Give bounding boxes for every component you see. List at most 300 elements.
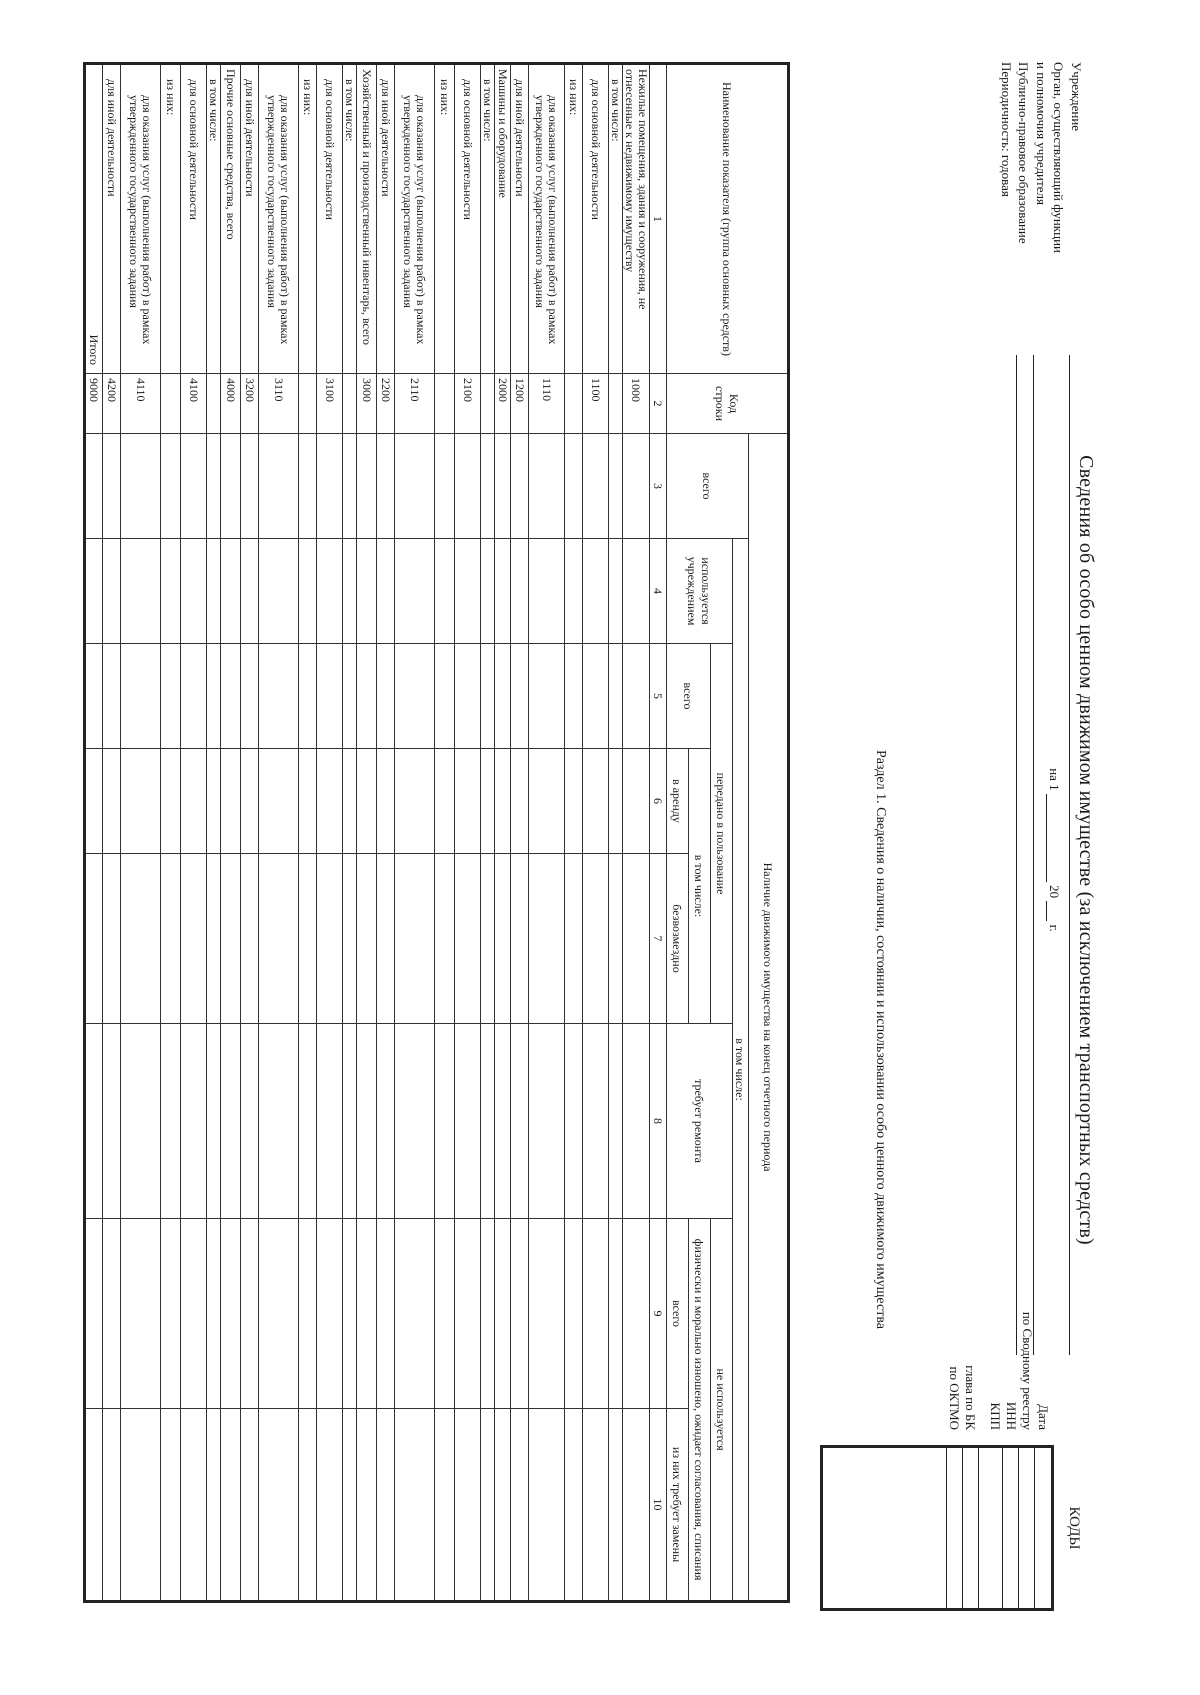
value-cell[interactable] xyxy=(299,434,317,539)
row-code xyxy=(343,374,357,434)
year-prefix: 20 xyxy=(1047,885,1062,899)
value-cell[interactable] xyxy=(343,749,357,854)
row-code: 3000 xyxy=(357,374,377,434)
row-code: 3100 xyxy=(317,374,343,434)
value-cell[interactable] xyxy=(609,749,623,854)
value-cell[interactable] xyxy=(583,854,609,1024)
value-cell[interactable] xyxy=(103,854,121,1024)
value-cell[interactable] xyxy=(623,644,650,749)
periodicity-label: Периодичность: годовая xyxy=(999,62,1014,197)
value-cell[interactable] xyxy=(259,539,299,644)
value-cell[interactable] xyxy=(259,1024,299,1219)
value-cell[interactable] xyxy=(103,1409,121,1602)
value-cell[interactable] xyxy=(207,434,221,539)
value-cell[interactable] xyxy=(181,749,207,854)
value-cell[interactable] xyxy=(343,644,357,749)
value-cell[interactable] xyxy=(343,1219,357,1409)
row-name: для основной деятельности xyxy=(181,64,207,374)
value-cell[interactable] xyxy=(221,434,241,539)
value-cell[interactable] xyxy=(121,539,161,644)
value-cell[interactable] xyxy=(435,1409,455,1602)
value-cell[interactable] xyxy=(495,1024,511,1219)
column-number: 6 xyxy=(650,749,667,854)
value-cell[interactable] xyxy=(317,539,343,644)
value-cell[interactable] xyxy=(85,749,103,854)
value-cell[interactable] xyxy=(121,434,161,539)
table-row xyxy=(259,64,299,1602)
value-cell[interactable] xyxy=(357,1024,377,1219)
code-cell-kpp[interactable] xyxy=(1002,1448,1003,1608)
value-cell[interactable] xyxy=(317,854,343,1024)
value-cell[interactable] xyxy=(299,1024,317,1219)
value-cell[interactable] xyxy=(103,539,121,644)
column-number: 7 xyxy=(650,854,667,1024)
value-cell[interactable] xyxy=(343,854,357,1024)
value-cell[interactable] xyxy=(455,1409,481,1602)
value-cell[interactable] xyxy=(317,434,343,539)
row-code: 1200 xyxy=(511,374,529,434)
value-cell[interactable] xyxy=(85,539,103,644)
value-cell[interactable] xyxy=(377,854,395,1024)
value-cell[interactable] xyxy=(495,434,511,539)
value-cell[interactable] xyxy=(121,749,161,854)
code-cell-inn[interactable] xyxy=(1018,1448,1019,1608)
value-cell[interactable] xyxy=(583,749,609,854)
value-cell[interactable] xyxy=(181,434,207,539)
value-cell[interactable] xyxy=(377,434,395,539)
col-header-worn-out: физически и морально изношено, ожидает согласования, списания xyxy=(689,1219,711,1602)
table-row xyxy=(529,64,565,1602)
row-name: Прочие основные средства, всего xyxy=(221,64,241,374)
value-cell[interactable] xyxy=(299,539,317,644)
code-cell-budget[interactable] xyxy=(978,1448,979,1608)
row-name: для оказания услуг (выполнения работ) в рамках утвержденного государственного задания xyxy=(259,64,299,374)
col-header-transferred-including: в том числе: xyxy=(689,749,711,1024)
value-cell[interactable] xyxy=(583,1219,609,1409)
value-cell[interactable] xyxy=(565,539,583,644)
value-cell[interactable] xyxy=(85,1219,103,1409)
column-number: 5 xyxy=(650,644,667,749)
value-cell[interactable] xyxy=(511,644,529,749)
value-cell[interactable] xyxy=(395,644,435,749)
value-cell[interactable] xyxy=(241,749,259,854)
column-number: 8 xyxy=(650,1024,667,1219)
value-cell[interactable] xyxy=(529,1219,565,1409)
value-cell[interactable] xyxy=(207,1219,221,1409)
value-cell[interactable] xyxy=(455,539,481,644)
value-cell[interactable] xyxy=(529,749,565,854)
value-cell[interactable] xyxy=(317,644,343,749)
value-cell[interactable] xyxy=(241,434,259,539)
value-cell[interactable] xyxy=(241,1024,259,1219)
year-suffix: г. xyxy=(1047,924,1062,932)
value-cell[interactable] xyxy=(85,1024,103,1219)
row-code: 2000 xyxy=(495,374,511,434)
table-row xyxy=(623,64,650,1602)
value-cell[interactable] xyxy=(609,434,623,539)
value-cell[interactable] xyxy=(299,1409,317,1602)
value-cell[interactable] xyxy=(435,539,455,644)
table-row xyxy=(181,64,207,1602)
column-number: 4 xyxy=(650,539,667,644)
value-cell[interactable] xyxy=(181,1219,207,1409)
value-cell[interactable] xyxy=(435,1219,455,1409)
col-header-free-use: безвозмездно xyxy=(667,854,689,1024)
value-cell[interactable] xyxy=(103,1219,121,1409)
value-cell[interactable] xyxy=(565,1219,583,1409)
column-number: 9 xyxy=(650,1219,667,1409)
value-cell[interactable] xyxy=(565,749,583,854)
value-cell[interactable] xyxy=(511,539,529,644)
row-name: из них: xyxy=(161,64,181,374)
value-cell[interactable] xyxy=(583,1409,609,1602)
value-cell[interactable] xyxy=(565,434,583,539)
row-code: 3200 xyxy=(241,374,259,434)
value-cell[interactable] xyxy=(377,1024,395,1219)
founder-label-line2: и полномочия учредителя xyxy=(1034,62,1049,205)
table-row xyxy=(121,64,161,1602)
value-cell[interactable] xyxy=(207,644,221,749)
col-header-name: Наименование показателя (группа основных средств) xyxy=(667,64,789,374)
value-cell[interactable] xyxy=(435,434,455,539)
value-cell[interactable] xyxy=(161,1409,181,1602)
value-cell[interactable] xyxy=(395,1409,435,1602)
value-cell[interactable] xyxy=(623,1024,650,1219)
row-code xyxy=(207,374,221,434)
table-row xyxy=(343,64,357,1602)
institution-label: Учреждение xyxy=(1069,62,1084,132)
column-number: 2 xyxy=(650,374,667,434)
value-cell[interactable] xyxy=(207,1024,221,1219)
value-cell[interactable] xyxy=(565,1409,583,1602)
table-row xyxy=(221,64,241,1602)
row-code xyxy=(565,374,583,434)
date-prefix: на 1 xyxy=(1047,768,1062,791)
col-header-worn-total: всего xyxy=(667,1219,689,1409)
value-cell[interactable] xyxy=(161,1219,181,1409)
value-cell[interactable] xyxy=(221,1024,241,1219)
row-name: для основной деятельности xyxy=(317,64,343,374)
document-title: Сведения об особо ценном движимом имуществе (за исключением транспортных средств) xyxy=(1075,455,1097,1245)
value-cell[interactable] xyxy=(529,434,565,539)
value-cell[interactable] xyxy=(395,434,435,539)
value-cell[interactable] xyxy=(161,854,181,1024)
value-cell[interactable] xyxy=(455,1219,481,1409)
value-cell[interactable] xyxy=(481,539,495,644)
value-cell[interactable] xyxy=(259,644,299,749)
value-cell[interactable] xyxy=(583,434,609,539)
value-cell[interactable] xyxy=(259,854,299,1024)
value-cell[interactable] xyxy=(495,539,511,644)
value-cell[interactable] xyxy=(343,434,357,539)
value-cell[interactable] xyxy=(511,854,529,1024)
value-cell[interactable] xyxy=(317,1409,343,1602)
row-code: 1110 xyxy=(529,374,565,434)
table-row xyxy=(85,64,103,1602)
col-header-including: в том числе: xyxy=(733,539,749,1602)
row-code xyxy=(435,374,455,434)
value-cell[interactable] xyxy=(377,1219,395,1409)
value-cell[interactable] xyxy=(121,1024,161,1219)
value-cell[interactable] xyxy=(241,539,259,644)
code-cell-oktmo[interactable] xyxy=(962,1448,963,1608)
value-cell[interactable] xyxy=(481,1409,495,1602)
value-cell[interactable] xyxy=(511,749,529,854)
value-cell[interactable] xyxy=(455,854,481,1024)
row-code xyxy=(609,374,623,434)
value-cell[interactable] xyxy=(395,749,435,854)
value-cell[interactable] xyxy=(181,644,207,749)
value-cell[interactable] xyxy=(529,1409,565,1602)
value-cell[interactable] xyxy=(207,539,221,644)
value-cell[interactable] xyxy=(455,644,481,749)
value-cell[interactable] xyxy=(241,854,259,1024)
value-cell[interactable] xyxy=(481,1219,495,1409)
value-cell[interactable] xyxy=(221,854,241,1024)
value-cell[interactable] xyxy=(299,1219,317,1409)
value-cell[interactable] xyxy=(565,854,583,1024)
value-cell[interactable] xyxy=(395,1024,435,1219)
value-cell[interactable] xyxy=(103,1024,121,1219)
row-name: Хозяйственный и производственный инвентарь, всего xyxy=(357,64,377,374)
value-cell[interactable] xyxy=(207,1409,221,1602)
value-cell[interactable] xyxy=(357,539,377,644)
value-cell[interactable] xyxy=(623,749,650,854)
value-cell[interactable] xyxy=(395,854,435,1024)
value-cell[interactable] xyxy=(221,1219,241,1409)
column-number-row xyxy=(650,64,667,1602)
code-cell-extra[interactable] xyxy=(946,1448,947,1608)
value-cell[interactable] xyxy=(435,854,455,1024)
table-row xyxy=(565,64,583,1602)
row-code: 1000 xyxy=(623,374,650,434)
value-cell[interactable] xyxy=(623,1409,650,1602)
value-cell[interactable] xyxy=(259,1409,299,1602)
value-cell[interactable] xyxy=(357,749,377,854)
column-number: 3 xyxy=(650,434,667,539)
table-row xyxy=(481,64,495,1602)
row-code: 4200 xyxy=(103,374,121,434)
col-header-presence: Наличие движимого имущества на конец отчетного периода xyxy=(749,434,789,1602)
value-cell[interactable] xyxy=(623,434,650,539)
row-name: в том числе: xyxy=(481,64,495,374)
value-cell[interactable] xyxy=(343,1024,357,1219)
row-code: 4000 xyxy=(221,374,241,434)
value-cell[interactable] xyxy=(623,539,650,644)
value-cell[interactable] xyxy=(357,1409,377,1602)
value-cell[interactable] xyxy=(357,1219,377,1409)
value-cell[interactable] xyxy=(121,1409,161,1602)
value-cell[interactable] xyxy=(121,854,161,1024)
value-cell[interactable] xyxy=(241,1219,259,1409)
value-cell[interactable] xyxy=(481,434,495,539)
value-cell[interactable] xyxy=(241,644,259,749)
col-header-code: Код строки xyxy=(667,374,789,434)
value-cell[interactable] xyxy=(259,749,299,854)
codes-title: КОДЫ xyxy=(1066,1506,1082,1550)
value-cell[interactable] xyxy=(85,434,103,539)
row-name: из них: xyxy=(299,64,317,374)
value-cell[interactable] xyxy=(609,644,623,749)
value-cell[interactable] xyxy=(481,1024,495,1219)
value-cell[interactable] xyxy=(529,539,565,644)
value-cell[interactable] xyxy=(609,1219,623,1409)
value-cell[interactable] xyxy=(221,1409,241,1602)
row-code xyxy=(481,374,495,434)
row-code: 4110 xyxy=(121,374,161,434)
row-code: 2110 xyxy=(395,374,435,434)
table-row xyxy=(299,64,317,1602)
value-cell[interactable] xyxy=(317,1219,343,1409)
row-code: 2200 xyxy=(377,374,395,434)
value-cell[interactable] xyxy=(455,434,481,539)
value-cell[interactable] xyxy=(609,1409,623,1602)
founder-label-line1: Орган, осуществляющий функции xyxy=(1051,62,1066,253)
value-cell[interactable] xyxy=(343,539,357,644)
code-label-budget: глава по БК xyxy=(963,1365,978,1430)
value-cell[interactable] xyxy=(435,1024,455,1219)
value-cell[interactable] xyxy=(181,1024,207,1219)
value-cell[interactable] xyxy=(357,434,377,539)
section-title: Раздел 1. Сведения о наличии, состоянии и использовании особо ценного движимого имущества xyxy=(873,750,888,1329)
value-cell[interactable] xyxy=(435,644,455,749)
value-cell[interactable] xyxy=(343,1409,357,1602)
value-cell[interactable] xyxy=(181,539,207,644)
row-name: для основной деятельности xyxy=(583,64,609,374)
value-cell[interactable] xyxy=(121,644,161,749)
value-cell[interactable] xyxy=(317,1024,343,1219)
value-cell[interactable] xyxy=(85,644,103,749)
value-cell[interactable] xyxy=(455,1024,481,1219)
value-cell[interactable] xyxy=(377,1409,395,1602)
value-cell[interactable] xyxy=(609,539,623,644)
value-cell[interactable] xyxy=(565,644,583,749)
value-cell[interactable] xyxy=(495,644,511,749)
value-cell[interactable] xyxy=(395,539,435,644)
value-cell[interactable] xyxy=(495,1219,511,1409)
value-cell[interactable] xyxy=(103,749,121,854)
value-cell[interactable] xyxy=(259,1219,299,1409)
property-table xyxy=(83,62,790,1603)
value-cell[interactable] xyxy=(357,854,377,1024)
table-row xyxy=(161,64,181,1602)
table-row xyxy=(495,64,511,1602)
value-cell[interactable] xyxy=(529,854,565,1024)
value-cell[interactable] xyxy=(377,749,395,854)
value-cell[interactable] xyxy=(85,854,103,1024)
value-cell[interactable] xyxy=(435,749,455,854)
value-cell[interactable] xyxy=(481,749,495,854)
founder-field[interactable] xyxy=(1033,355,1034,1355)
value-cell[interactable] xyxy=(623,1219,650,1409)
value-cell[interactable] xyxy=(511,1024,529,1219)
value-cell[interactable] xyxy=(623,854,650,1024)
value-cell[interactable] xyxy=(103,434,121,539)
value-cell[interactable] xyxy=(377,644,395,749)
table-row xyxy=(435,64,455,1602)
value-cell[interactable] xyxy=(481,854,495,1024)
value-cell[interactable] xyxy=(609,1024,623,1219)
value-cell[interactable] xyxy=(207,749,221,854)
code-label-kpp: КПП xyxy=(988,1402,1003,1430)
value-cell[interactable] xyxy=(121,1219,161,1409)
value-cell[interactable] xyxy=(395,1219,435,1409)
table-row xyxy=(241,64,259,1602)
code-label-date: Дата xyxy=(1036,1404,1051,1430)
value-cell[interactable] xyxy=(529,1024,565,1219)
value-cell[interactable] xyxy=(495,749,511,854)
value-cell[interactable] xyxy=(583,1024,609,1219)
value-cell[interactable] xyxy=(529,644,565,749)
value-cell[interactable] xyxy=(357,644,377,749)
public-entity-label: Публично-правовое образование xyxy=(1016,62,1031,244)
institution-field[interactable] xyxy=(1069,355,1070,1355)
value-cell[interactable] xyxy=(221,539,241,644)
code-label-registry: по Сводному реестру xyxy=(1020,1311,1035,1430)
row-code: 4100 xyxy=(181,374,207,434)
value-cell[interactable] xyxy=(181,1409,207,1602)
value-cell[interactable] xyxy=(85,1409,103,1602)
column-number: 10 xyxy=(650,1409,667,1602)
row-code xyxy=(161,374,181,434)
value-cell[interactable] xyxy=(565,1024,583,1219)
value-cell[interactable] xyxy=(221,644,241,749)
value-cell[interactable] xyxy=(221,749,241,854)
public-entity-field[interactable] xyxy=(1016,355,1017,1355)
date-blank[interactable] xyxy=(1046,794,1059,882)
row-code: 2100 xyxy=(455,374,481,434)
value-cell[interactable] xyxy=(511,1219,529,1409)
value-cell[interactable] xyxy=(103,644,121,749)
value-cell[interactable] xyxy=(161,434,181,539)
value-cell[interactable] xyxy=(161,539,181,644)
value-cell[interactable] xyxy=(583,539,609,644)
row-name: в том числе: xyxy=(207,64,221,374)
value-cell[interactable] xyxy=(241,1409,259,1602)
value-cell[interactable] xyxy=(161,644,181,749)
row-name: в том числе: xyxy=(343,64,357,374)
value-cell[interactable] xyxy=(495,854,511,1024)
value-cell[interactable] xyxy=(299,644,317,749)
value-cell[interactable] xyxy=(377,539,395,644)
value-cell[interactable] xyxy=(181,854,207,1024)
value-cell[interactable] xyxy=(583,644,609,749)
value-cell[interactable] xyxy=(317,749,343,854)
code-cell-registry[interactable] xyxy=(1034,1448,1035,1608)
value-cell[interactable] xyxy=(495,1409,511,1602)
column-number: 1 xyxy=(650,64,667,374)
value-cell[interactable] xyxy=(455,749,481,854)
value-cell[interactable] xyxy=(481,644,495,749)
table-row xyxy=(377,64,395,1602)
row-code: 3110 xyxy=(259,374,299,434)
value-cell[interactable] xyxy=(511,1409,529,1602)
row-name: Машины и оборудование xyxy=(495,64,511,374)
value-cell[interactable] xyxy=(299,854,317,1024)
year-blank[interactable] xyxy=(1046,901,1059,921)
value-cell[interactable] xyxy=(511,434,529,539)
value-cell[interactable] xyxy=(609,854,623,1024)
value-cell[interactable] xyxy=(161,1024,181,1219)
row-code: 1100 xyxy=(583,374,609,434)
value-cell[interactable] xyxy=(259,434,299,539)
row-name: для оказания услуг (выполнения работ) в рамках утвержденного государственного задания xyxy=(529,64,565,374)
table-row xyxy=(609,64,623,1602)
value-cell[interactable] xyxy=(207,854,221,1024)
value-cell[interactable] xyxy=(299,749,317,854)
row-name: Итого xyxy=(85,64,103,374)
value-cell[interactable] xyxy=(161,749,181,854)
